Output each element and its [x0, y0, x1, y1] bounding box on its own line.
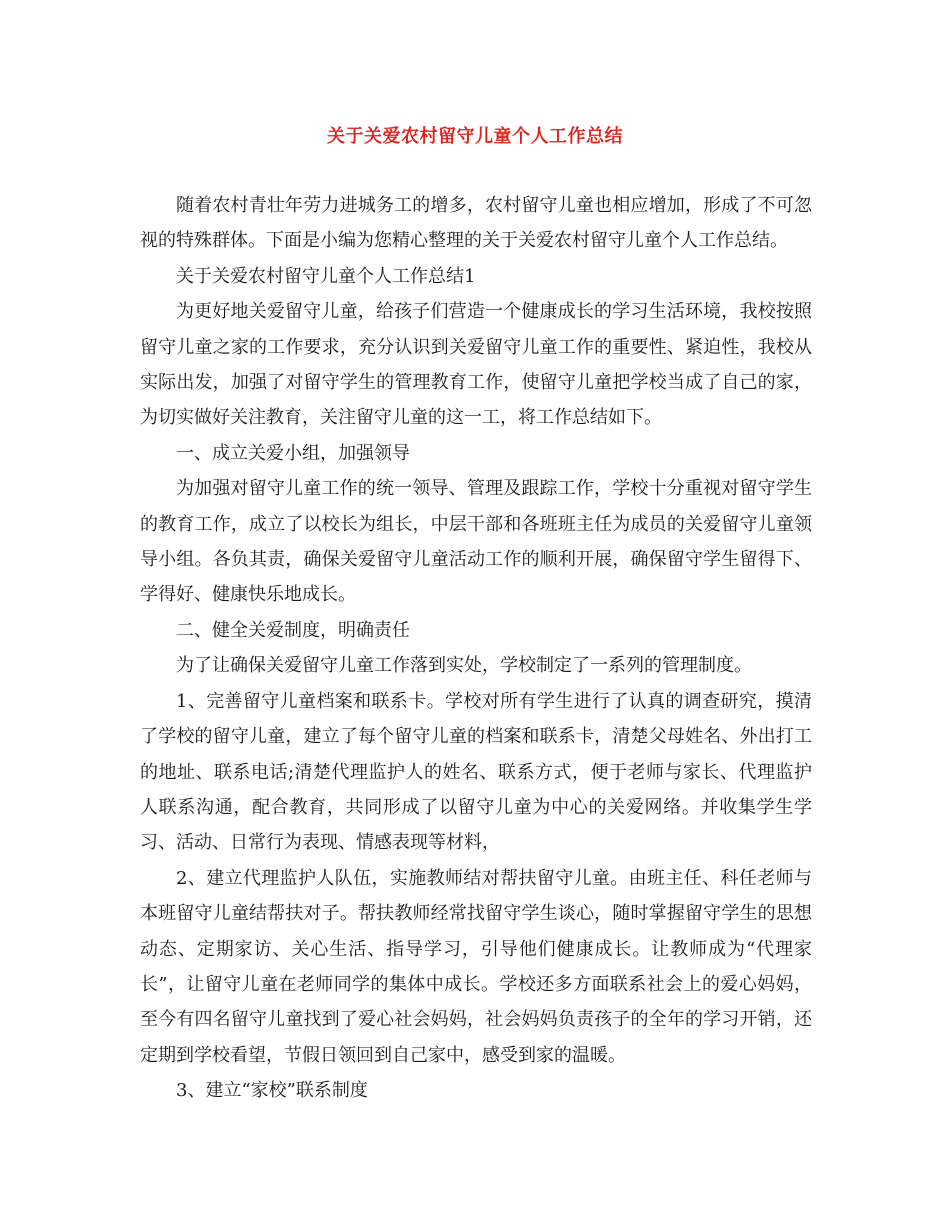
body-paragraph: 为了让确保关爱留守儿童工作落到实处，学校制定了一系列的管理制度。: [176, 655, 752, 677]
list-item-heading: 3、建立“家校”联系制度: [176, 1080, 368, 1102]
intro-paragraph: 随着农村青壮年劳力进城务工的增多，农村留守儿童也相应增加，形成了不可忽视的特殊群体。下面是小编为您精心整理的关于关爱农村留守儿童个人工作总结。: [140, 195, 812, 252]
list-item-paragraph: 2、建立代理监护人队伍，实施教师结对帮扶留守儿童。由班主任、科任老师与本班留守儿童结帮扶对子。帮扶教师经常找留守学生谈心，随时掌握留守学生的思想动态、定期家访、关心生活、指导学习，引导他们健康成长。让教师成为“代理家长”，让留守儿童在老师同学的集体中成长。学校还多方面联系社会上的爱心妈妈，至今有四名留守儿童找到了爱心社会妈妈，社会妈妈负责孩子的全年的学习开销，还定期到学校看望，节假日领回到自己家中，感受到家的温暖。: [140, 867, 812, 1066]
section-heading-2: 二、健全关爱制度，明确责任: [176, 619, 410, 641]
body-paragraph: 为加强对留守儿童工作的统一领导、管理及跟踪工作，学校十分重视对留守学生的教育工作，成立了以校长为组长，中层干部和各班班主任为成员的关爱留守儿童领导小组。各负其责，确保关爱留守儿童活动工作的顺利开展，确保留守学生留得下、学得好、健康快乐地成长。: [140, 478, 812, 606]
document-body: [140, 188, 812, 1109]
section-heading-1: 一、成立关爱小组，加强领导: [176, 442, 410, 464]
body-paragraph: 为更好地关爱留守儿童，给孩子们营造一个健康成长的学习生活环境，我校按照留守儿童之家的工作要求，充分认识到关爱留守儿童工作的重要性、紧迫性，我校从实际出发，加强了对留守学生的管理教育工作，使留守儿童把学校当成了自己的家，为切实做好关注教育，关注留守儿童的这一工，将工作总结如下。: [140, 301, 812, 429]
section-heading-summary-1: 关于关爱农村留守儿童个人工作总结1: [176, 265, 476, 287]
document-title: 关于关爱农村留守儿童个人工作总结: [327, 126, 623, 147]
list-item-paragraph: 1、完善留守儿童档案和联系卡。学校对所有学生进行了认真的调查研究，摸清了学校的留守儿童，建立了每个留守儿童的档案和联系卡，清楚父母姓名、外出打工的地址、联系电话;清楚代理监护人的姓名、联系方式，便于老师与家长、代理监护人联系沟通，配合教育，共同形成了以留守儿童为中心的关爱网络。并收集学生学习、活动、日常行为表现、情感表现等材料，: [140, 690, 812, 854]
